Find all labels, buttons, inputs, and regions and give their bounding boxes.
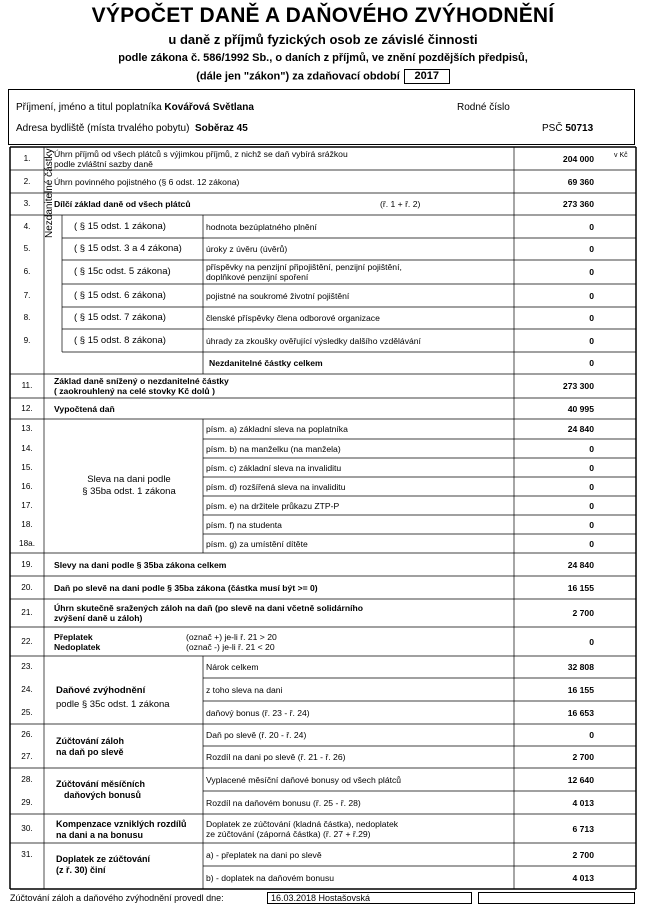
row-value[interactable]: 204 000: [562, 153, 594, 164]
row-label: Doplatek ze zúčtování (kladná částka), nedoplatek: [206, 818, 399, 829]
row-value[interactable]: 32 808: [567, 662, 594, 672]
row-label: členské příspěvky člena odborové organizace: [206, 313, 380, 323]
row-label: daňový bonus (ř. 23 - ř. 24): [206, 707, 310, 718]
paragraph-ref: ( § 15 odst. 3 a 4 zákona): [74, 243, 182, 254]
row-label: úroky z úvěru (úvěrů): [206, 244, 288, 254]
year-field[interactable]: 2017: [404, 69, 450, 84]
row-label-2: ze zúčtování (záporná částka) (ř. 27 + ř.29): [206, 828, 371, 839]
row-value[interactable]: 40 995: [567, 403, 594, 414]
row-label: úhrady za zkoušky ověřující výsledky dalšího vzdělávání: [206, 335, 421, 346]
row-number: 3.: [23, 199, 31, 208]
section-zz-line2: na daň po slevě: [56, 747, 124, 757]
section-sleva-line1: Sleva na dani podle: [87, 474, 171, 485]
name-label: Příjmení, jméno a titul poplatníka: [16, 102, 162, 113]
currency-label: v Kč: [614, 152, 628, 159]
paragraph-ref: ( § 15 odst. 8 zákona): [74, 334, 166, 346]
row-value[interactable]: 0: [589, 358, 594, 368]
row-label: písm. b) na manželku (na manžela): [206, 443, 341, 454]
row-label: Vyplacené měsíční daňové bonusy od všech plátců: [206, 774, 402, 785]
row-label: písm. c) základní sleva na invaliditu: [206, 462, 342, 473]
rc-label: Rodné číslo: [457, 102, 510, 113]
row-number: 17.: [21, 500, 33, 510]
row-label: Nárok celkem: [206, 662, 259, 672]
row-label: Daň po slevě (ř. 20 - ř. 24): [206, 730, 307, 740]
row-number: 13.: [21, 424, 33, 433]
row-value[interactable]: 69 360: [567, 176, 594, 187]
footer-date-field[interactable]: 16.03.2018 Hostašovská: [267, 892, 472, 904]
row-value[interactable]: 4 013: [572, 872, 594, 883]
row-value[interactable]: 0: [589, 335, 594, 346]
row-number: 9.: [23, 335, 31, 345]
row-value[interactable]: 0: [589, 481, 594, 492]
row-number: 16.: [21, 481, 33, 491]
row-number: 18.: [21, 519, 33, 529]
row-number: 1.: [23, 153, 31, 163]
row-label: hodnota bezúplatného plnění: [206, 221, 317, 232]
row-number: 7.: [23, 290, 31, 300]
row-value[interactable]: 0: [589, 443, 594, 454]
row-label: Přeplatek: [54, 631, 93, 642]
row-value[interactable]: 24 840: [567, 424, 594, 434]
footer-label: Zúčtování záloh a daňového zvýhodnění provedl dne:: [10, 893, 224, 903]
row-number: 11.: [21, 381, 33, 390]
row-value[interactable]: 24 840: [567, 559, 594, 570]
row-label: pojistné na soukromé životní pojištění: [206, 290, 350, 301]
row-number: 2.: [23, 176, 31, 186]
row-value[interactable]: 16 653: [567, 707, 594, 718]
row-label: písm. f) na studenta: [206, 519, 282, 530]
paragraph-ref: ( § 15 odst. 1 zákona): [74, 220, 166, 232]
row-value[interactable]: 0: [589, 313, 594, 323]
section-dp-line1: Doplatek ze zúčtování: [56, 854, 151, 864]
paragraph-ref: ( § 15 odst. 7 zákona): [74, 312, 166, 323]
row-label: písm. d) rozšířená sleva na invaliditu: [206, 481, 346, 492]
row-value[interactable]: 16 155: [567, 684, 594, 695]
section-kv-line2: na dani a na bonusu: [56, 830, 144, 840]
taxpayer-address[interactable]: Soběraz 45: [194, 123, 248, 134]
section-dz-line2: podle § 35c odst. 1 zákona: [56, 699, 170, 710]
row-value[interactable]: 12 640: [567, 774, 594, 785]
section-nezdanitelne: Nezdanitelné částky: [44, 148, 55, 238]
section-sleva-line2: § 35ba odst. 1 zákona: [82, 486, 176, 497]
row-value[interactable]: 0: [589, 636, 594, 647]
section-sleva: [56, 474, 202, 498]
row-value[interactable]: 0: [589, 462, 594, 473]
page-title: VÝPOČET DANĚ A DAŇOVÉHO ZVÝHODNĚNÍ: [91, 4, 555, 27]
paragraph-ref: ( § 15c odst. 5 zákona): [74, 266, 171, 277]
section-zm-line2: daňových bonusů: [64, 790, 142, 800]
section-dz-line1: Daňové zvýhodnění: [56, 685, 146, 696]
row-number: 14.: [21, 443, 33, 453]
row-label: Úhrn skutečně sražených záloh na daň (po slevě na dani včetně solidárního: [54, 603, 363, 613]
address-label: Adresa bydliště (místa trvalého pobytu): [16, 123, 190, 134]
row-value[interactable]: 2 700: [572, 752, 594, 762]
row-value[interactable]: 0: [589, 519, 594, 530]
row-number: 8.: [23, 313, 31, 322]
row-value[interactable]: 16 155: [567, 582, 594, 593]
row-label: písm. g) za umístění dítěte: [206, 538, 308, 549]
row-label: Slevy na dani podle § 35ba zákona celkem: [54, 559, 227, 570]
row-number: 18a.: [19, 538, 35, 548]
row-number: 23.: [21, 662, 33, 671]
row-label: písm. e) na držitele průkazu ZTP-P: [206, 500, 340, 511]
row-label: písm. a) základní sleva na poplatníka: [206, 424, 348, 434]
row-value[interactable]: 4 013: [572, 797, 594, 808]
section-zm-line1: Zúčtování měsíčních: [56, 779, 146, 789]
row-label: Nezdanitelné částky celkem: [209, 358, 323, 368]
row-hint: (ř. 1 + ř. 2): [380, 199, 421, 209]
row-value[interactable]: 273 360: [562, 199, 594, 209]
row-label: Dílčí základ daně od všech plátců: [54, 199, 191, 209]
row-value[interactable]: 2 700: [572, 849, 594, 860]
period-label: (dále jen "zákon") za zdaňovací období: [196, 70, 400, 83]
row-value[interactable]: 0: [589, 730, 594, 740]
row-value[interactable]: 0: [589, 500, 594, 511]
row-value[interactable]: 2 700: [572, 608, 594, 618]
taxpayer-name[interactable]: Kovářová Světlana: [164, 102, 254, 113]
row-label: z toho sleva na dani: [206, 684, 283, 695]
row-value[interactable]: 0: [589, 267, 594, 277]
row-label-2: podle zvláštní sazby daně: [54, 158, 153, 169]
row-number: 31.: [21, 849, 33, 859]
row-number: 29.: [21, 797, 33, 807]
row-number: 5.: [23, 244, 31, 253]
row-label: Úhrn povinného pojistného (§ 6 odst. 12 zákona): [54, 176, 240, 187]
row-hint-2: (označ -) je-li ř. 21 < 20: [186, 641, 275, 652]
row-value[interactable]: 0: [589, 538, 594, 549]
row-number: 4.: [23, 221, 31, 231]
psc-value[interactable]: 50713: [565, 123, 594, 134]
row-value[interactable]: 6 713: [572, 823, 594, 834]
row-label: Základ daně snížený o nezdanitelné částky: [54, 376, 229, 386]
footer-signature-field[interactable]: [478, 892, 635, 904]
law-reference: podle zákona č. 586/1992 Sb., o daních z příjmů, ve znění pozdějších předpisů,: [118, 52, 528, 64]
row-label-2: Nedoplatek: [54, 641, 101, 652]
row-label: Vypočtená daň: [54, 403, 115, 414]
row-number: 24.: [21, 684, 33, 694]
section-kv-line1: Kompenzace vzniklých rozdílů: [56, 819, 187, 829]
row-label: příspěvky na penzijní připojištění, penzijní pojištění,: [206, 262, 402, 272]
row-label: Úhrn příjmů od všech plátců s výjimkou příjmů, z nichž se daň vybírá srážkou: [54, 148, 348, 159]
row-value[interactable]: 0: [589, 244, 594, 254]
row-number: 27.: [21, 752, 33, 761]
psc-label: PSČ: [542, 123, 563, 134]
row-label-2: ( zaokrouhlený na celé stovky Kč dolů ): [54, 386, 215, 396]
row-value[interactable]: 0: [589, 290, 594, 301]
page-subtitle: u daně z příjmů fyzických osob ze závislé činnosti: [168, 32, 478, 47]
row-number: 26.: [21, 730, 33, 739]
row-number: 22.: [21, 636, 33, 646]
row-label: b) - doplatek na daňovém bonusu: [206, 872, 335, 883]
row-label: Daň po slevě na dani podle § 35ba zákona (částka musí být >= 0): [54, 582, 318, 593]
row-number: 6.: [23, 267, 31, 276]
section-zz-line1: Zúčtování záloh: [56, 736, 125, 746]
row-hint: (označ +) je-li ř. 21 > 20: [186, 631, 277, 642]
row-value[interactable]: 273 300: [562, 381, 594, 391]
row-number: 19.: [21, 559, 33, 569]
row-label: Rozdíl na dani po slevě (ř. 21 - ř. 26): [206, 752, 346, 762]
row-label-2: doplňkové penzijní spoření: [206, 272, 309, 282]
section-dp-line2: (z ř. 30) činí: [56, 865, 106, 875]
row-number: 30.: [21, 823, 33, 833]
row-label-2: zvýšení daně u záloh): [54, 613, 143, 623]
row-number: 25.: [21, 707, 33, 717]
row-number: 28.: [21, 774, 33, 784]
row-number: 20.: [21, 582, 33, 592]
row-number: 12.: [21, 403, 33, 413]
row-number: 15.: [21, 462, 33, 472]
row-number: 21.: [21, 608, 33, 617]
paragraph-ref: ( § 15 odst. 6 zákona): [74, 289, 166, 301]
row-label: Rozdíl na daňovém bonusu (ř. 25 - ř. 28): [206, 797, 361, 808]
row-label: a) - přeplatek na dani po slevě: [206, 849, 322, 860]
row-value[interactable]: 0: [589, 221, 594, 232]
